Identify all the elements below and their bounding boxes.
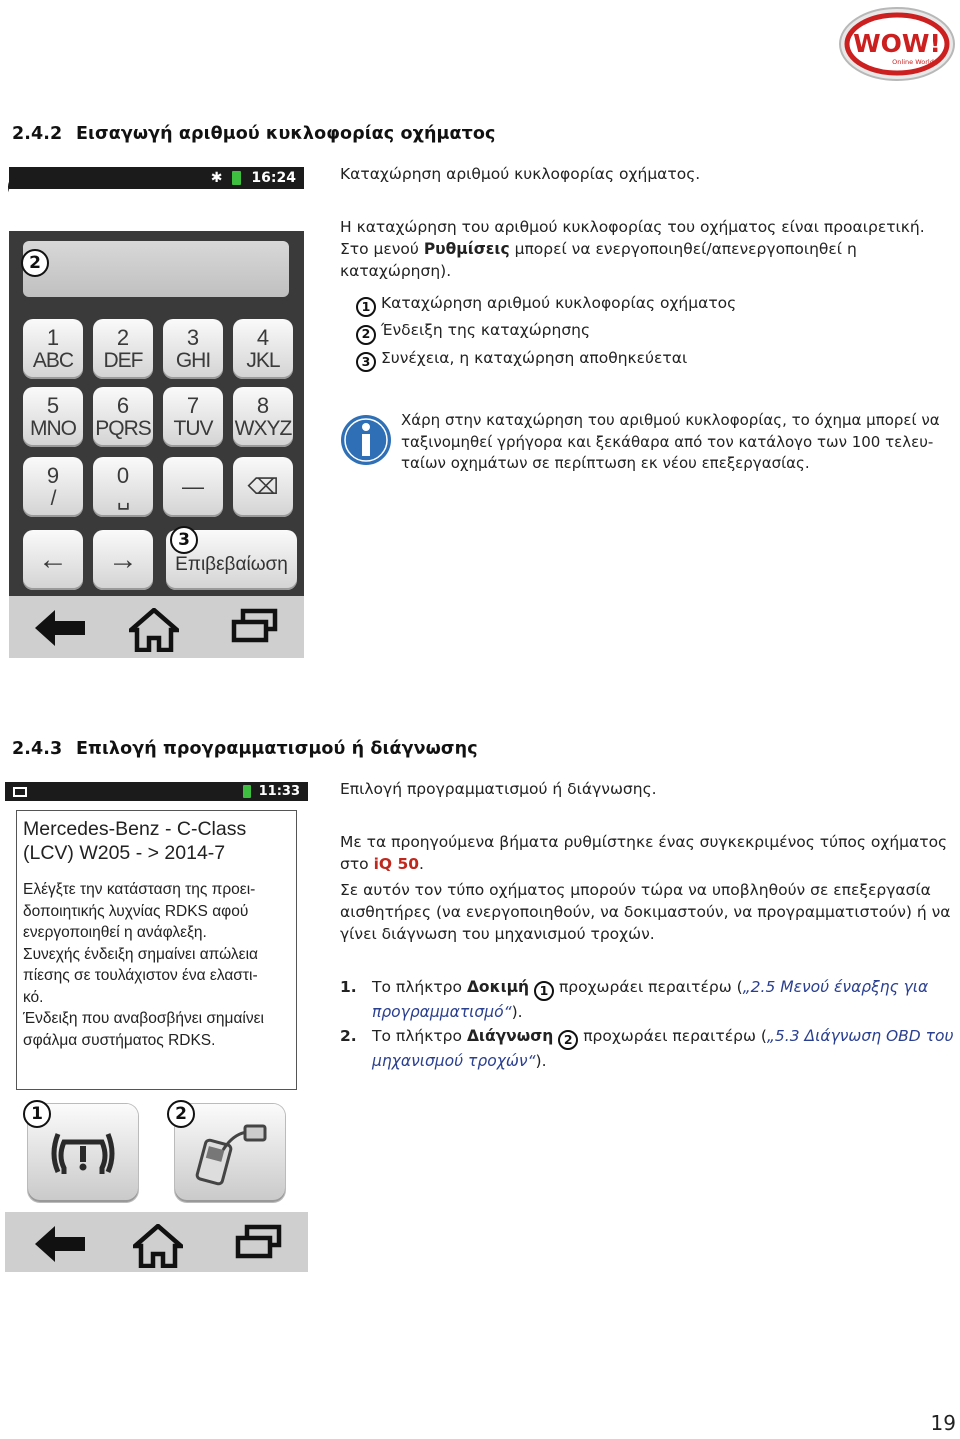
key-digit: 3 bbox=[186, 325, 200, 351]
message-line: Ένδειξη που αναβοσβήνει σημαίνει bbox=[23, 1010, 264, 1027]
key-digit: 1 bbox=[46, 325, 60, 351]
key-letters: TUV bbox=[173, 416, 213, 440]
key-letters: DEF bbox=[103, 348, 143, 372]
key-letters: GHI bbox=[175, 348, 211, 372]
vehicle-name bbox=[23, 817, 290, 865]
para-text: Η καταχώρηση του αριθμού κυκλοφορίας του οχήματος είναι προαιρετική. Στο μενού bbox=[340, 218, 925, 258]
windows-icon[interactable] bbox=[235, 1224, 283, 1260]
battery-icon bbox=[243, 785, 251, 798]
phone-diagnosis-screen bbox=[5, 782, 308, 1272]
message-line: πίεσης σε τουλάχιστον ένα ελαστι- bbox=[23, 967, 258, 984]
info-icon bbox=[340, 414, 392, 466]
confirm-label: Επιβεβαίωση bbox=[175, 554, 288, 575]
legend-text: Ένδειξη της καταχώρησης bbox=[380, 321, 591, 340]
key-digit: 8 bbox=[256, 393, 270, 419]
screen-header-area bbox=[9, 189, 304, 231]
para-line: αισθητήρες (να ενεργοποιηθούν, να δοκιμαστούν, να προγραμματιστούν) ή να bbox=[340, 903, 951, 921]
step-callout: 1 bbox=[534, 981, 554, 1001]
clock: 16:24 bbox=[251, 170, 296, 186]
keypad-key[interactable] bbox=[93, 319, 153, 379]
keypad-key[interactable] bbox=[163, 319, 223, 379]
callout-2: 2 bbox=[21, 249, 49, 277]
message-line: Συνεχής ένδειξη σημαίνει απώλεια bbox=[23, 945, 258, 963]
status-bar bbox=[9, 167, 304, 189]
step-text: ). bbox=[511, 1003, 523, 1022]
nav-bar bbox=[9, 596, 304, 658]
keypad-key[interactable] bbox=[163, 387, 223, 447]
arrow-left-key[interactable] bbox=[23, 530, 83, 590]
status-bar bbox=[5, 782, 308, 801]
message-line: κό. bbox=[23, 988, 44, 1006]
section1-intro: Καταχώρηση αριθμού κυκλοφορίας οχήματος. bbox=[340, 165, 701, 183]
home-icon[interactable] bbox=[133, 1224, 183, 1268]
para-line: Σε αυτόν τον τύπο οχήματος μπορούν τώρα να υποβληθούν σε επεξεργασία bbox=[340, 881, 931, 899]
section2-intro: Επιλογή προγραμματισμού ή διάγνωσης. bbox=[340, 780, 657, 798]
section-heading-243 bbox=[12, 739, 478, 759]
legend-item bbox=[356, 345, 736, 372]
section-title: Εισαγωγή αριθμού κυκλοφορίας οχήματος bbox=[76, 124, 496, 144]
legend-text: Συνέχεια, η καταχώρηση αποθηκεύεται bbox=[380, 348, 688, 367]
key-letters: MNO bbox=[30, 416, 76, 440]
battery-icon bbox=[232, 171, 241, 185]
message-line: δοποιητικής λυχνίας RDKS αφού bbox=[23, 902, 249, 920]
key-digit: 7 bbox=[186, 393, 200, 419]
key-letters: WXYZ bbox=[234, 416, 292, 440]
rdks-message bbox=[23, 879, 290, 1051]
legend-callout: 2 bbox=[356, 325, 376, 345]
logo-subtext: Online World bbox=[892, 58, 934, 66]
legend-text: Καταχώρηση αριθμού κυκλοφορίας οχήματος bbox=[380, 294, 737, 312]
keypad-key[interactable] bbox=[233, 457, 293, 517]
legend-callout: 1 bbox=[356, 297, 376, 317]
step-text: Το πλήκτρο bbox=[372, 1027, 467, 1045]
key-digit: 6 bbox=[116, 393, 130, 419]
home-icon[interactable] bbox=[129, 608, 179, 652]
section1-paragraph bbox=[340, 216, 950, 282]
back-icon[interactable] bbox=[31, 1224, 89, 1264]
clock: 11:33 bbox=[258, 784, 300, 799]
key-name-diagnosis: Διάγνωση bbox=[466, 1027, 554, 1045]
wow-logo bbox=[838, 4, 956, 82]
legend-list bbox=[356, 290, 736, 372]
cross-reference-link[interactable]: „5.3 Διάγνωση OBD του bbox=[766, 1027, 954, 1045]
legend-item bbox=[356, 290, 736, 317]
para-punct: . bbox=[419, 855, 424, 873]
step-text: Το πλήκτρο bbox=[372, 978, 467, 996]
legend-callout: 3 bbox=[356, 352, 376, 372]
step-text: ). bbox=[535, 1052, 547, 1071]
para-line: γίνει διάγνωση του μηχανισμού τροχών. bbox=[340, 925, 655, 943]
phone-keypad-screen bbox=[9, 167, 304, 658]
callout-3: 3 bbox=[170, 526, 198, 554]
para-text: Με τα προηγούμενα βήματα ρυθμίστηκε ένας συγκεκριμένος τύπος οχήματος στο bbox=[340, 833, 948, 873]
cross-reference-link[interactable]: προγραμματισμό“ bbox=[372, 1003, 512, 1022]
section2-paragraph1 bbox=[340, 831, 955, 875]
section2-paragraph2 bbox=[340, 879, 951, 945]
key-digit: 0 bbox=[116, 463, 130, 489]
cross-reference-link[interactable]: μηχανισμού τροχών“ bbox=[372, 1052, 536, 1071]
arrow-right-key[interactable] bbox=[93, 530, 153, 590]
keypad-key[interactable] bbox=[93, 457, 153, 517]
info-note bbox=[401, 410, 940, 475]
key-digit: 2 bbox=[116, 325, 130, 351]
step-number: 1. bbox=[340, 978, 357, 996]
keypad-key[interactable] bbox=[233, 387, 293, 447]
section-number: 2.4.3 bbox=[12, 739, 63, 759]
cross-reference-link[interactable]: „2.5 Μενού έναρξης για bbox=[742, 978, 929, 996]
key-letters: ABC bbox=[32, 348, 74, 372]
keypad-key[interactable] bbox=[163, 457, 223, 517]
step-2 bbox=[340, 1025, 953, 1072]
section-number: 2.4.2 bbox=[12, 124, 63, 144]
step-1 bbox=[340, 976, 928, 1023]
plate-number-display bbox=[23, 241, 289, 297]
windows-icon[interactable] bbox=[231, 608, 279, 644]
message-line: σφάλμα συστήματος RDKS. bbox=[23, 1031, 216, 1049]
key-digit: 4 bbox=[256, 325, 270, 351]
key-name-test: Δοκιμή bbox=[466, 978, 530, 996]
legend-item bbox=[356, 317, 736, 344]
keypad-key[interactable] bbox=[23, 319, 83, 379]
info-line: ταξινομηθεί γρήγορα και ξεκάθαρα από τον κατάλογο των 100 τελευ- bbox=[401, 432, 934, 451]
key-digit: 9 bbox=[46, 463, 60, 489]
settings-menu-name: Ρυθμίσεις bbox=[423, 240, 510, 258]
key-letters: PQRS bbox=[95, 416, 151, 440]
nav-bar bbox=[5, 1212, 308, 1272]
callout-2: 2 bbox=[167, 1100, 195, 1128]
keypad-key[interactable] bbox=[233, 319, 293, 379]
step-text: προχωράει περαιτέρω ( bbox=[578, 1027, 767, 1045]
step-number: 2. bbox=[340, 1027, 357, 1045]
message-line: ενεργοποιηθεί η ανάφλεξη. bbox=[23, 924, 207, 941]
device-name: iQ 50 bbox=[373, 855, 420, 873]
step-callout: 2 bbox=[558, 1030, 578, 1050]
arrow-left-icon: ← bbox=[38, 543, 68, 577]
keypad-key[interactable] bbox=[93, 387, 153, 447]
key-digit: 5 bbox=[46, 393, 60, 419]
step-text: προχωράει περαιτέρω ( bbox=[554, 978, 743, 996]
message-line: Ελέγξτε την κατάσταση της προει- bbox=[23, 881, 256, 898]
keypad-key[interactable] bbox=[23, 457, 83, 517]
vehicle-variant: (LCV) W205 - > 2014-7 bbox=[23, 842, 226, 864]
key-letters: ␣ bbox=[116, 486, 130, 510]
info-line: Χάρη στην καταχώρηση του αριθμού κυκλοφορίας, το όχημα μπορεί να bbox=[401, 411, 940, 429]
bluetooth-icon: ✱ bbox=[210, 170, 223, 186]
section-heading-242 bbox=[12, 124, 496, 144]
info-line: ταίων οχημάτων σε περίπτωση εκ νέου επεξεργασίας. bbox=[401, 454, 810, 472]
para-text-end: μπορεί να ενεργοποιηθεί/απενεργοποιηθεί η καταχώρηση). bbox=[340, 240, 857, 280]
key-letters: JKL bbox=[246, 348, 280, 372]
vehicle-info-box bbox=[16, 810, 297, 1090]
key-digit: ⌫ bbox=[247, 474, 279, 500]
callout-1: 1 bbox=[23, 1100, 51, 1128]
arrow-right-icon: → bbox=[108, 543, 138, 577]
key-letters: / bbox=[50, 486, 56, 510]
back-icon[interactable] bbox=[31, 608, 89, 648]
logo-text: WOW! bbox=[853, 29, 941, 58]
keypad-key[interactable] bbox=[23, 387, 83, 447]
key-digit: — bbox=[182, 474, 204, 500]
section-title: Επιλογή προγραμματισμού ή διάγνωσης bbox=[76, 739, 478, 759]
vehicle-model: Mercedes-Benz - C-Class bbox=[23, 818, 247, 840]
monitor-icon bbox=[13, 787, 27, 797]
page-number: 19 bbox=[930, 1411, 956, 1435]
